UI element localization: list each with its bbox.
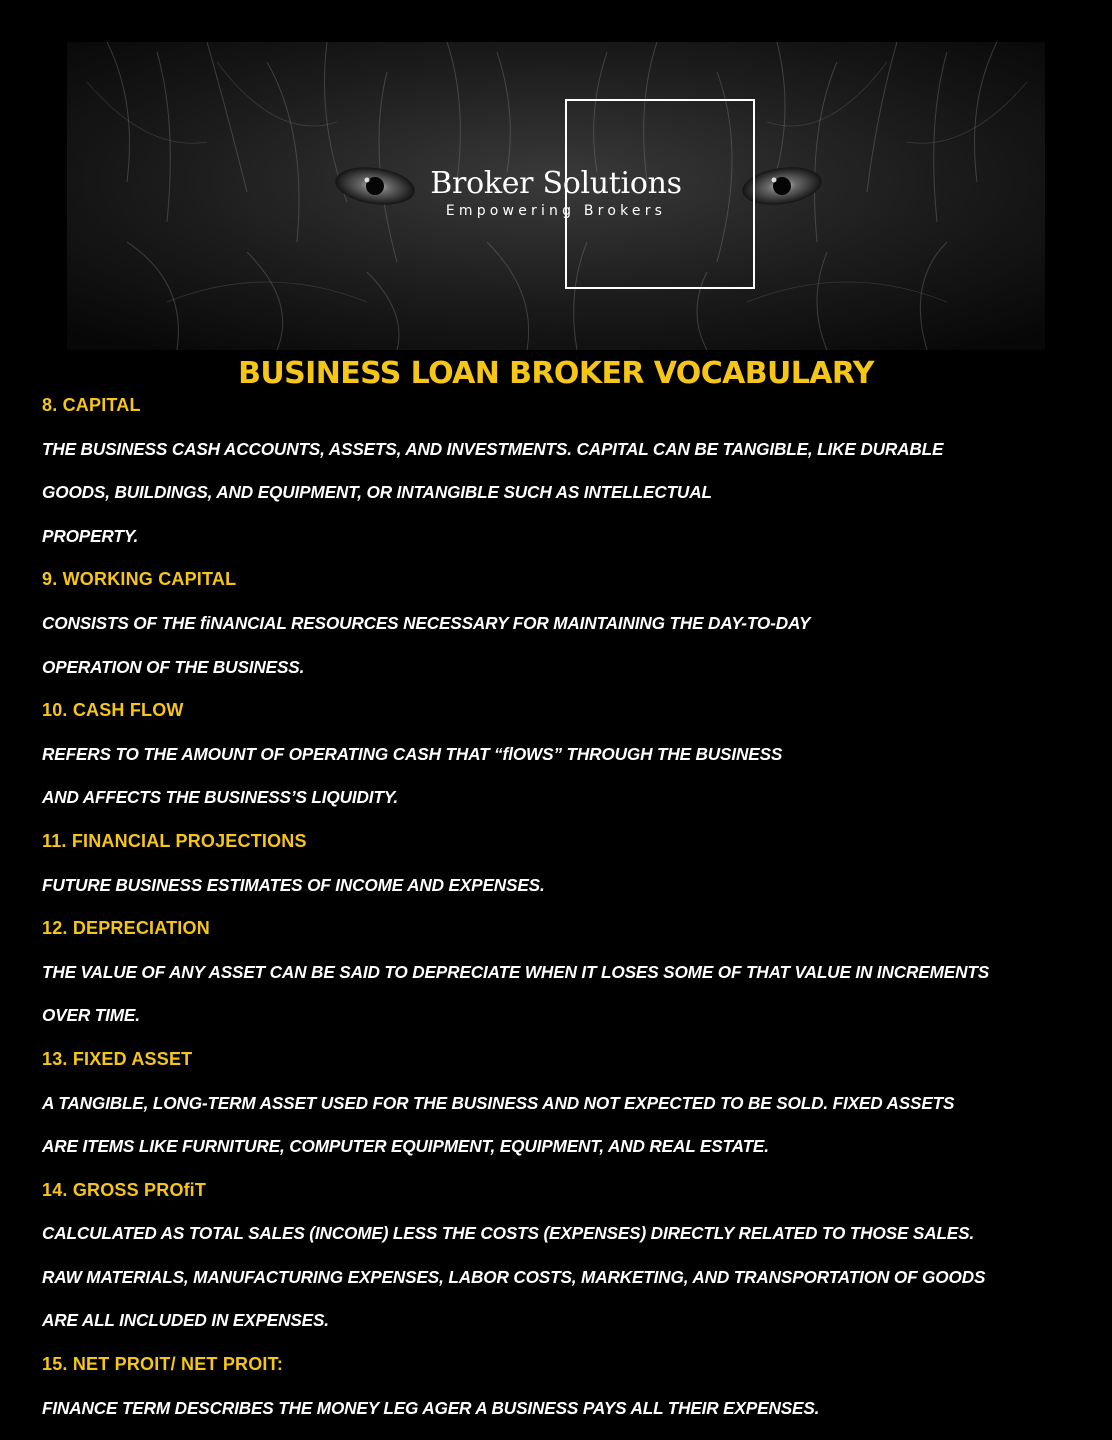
vocab-definition-line: RAW MATERIALS, MANUFACTURING EXPENSES, LABOR COSTS, MARKETING, AND TRANSPORTATION OF GOODS [42, 1266, 986, 1287]
vocab-definition-line: ARE ITEMS LIKE FURNITURE, COMPUTER EQUIPMENT, EQUIPMENT, AND REAL ESTATE. [42, 1136, 769, 1157]
vocab-definition-line: CALCULATED AS TOTAL SALES (INCOME) LESS THE COSTS (EXPENSES) DIRECTLY RELATED TO THOSE SALES. [42, 1223, 975, 1244]
brand-tagline: Empowering Brokers [445, 203, 667, 219]
vocab-definition-line: REFERS TO THE AMOUNT OF OPERATING CASH THAT “ﬂOWS” THROUGH THE BUSINESS [42, 743, 783, 764]
vocab-definition-line: ARE ALL INCLUDED IN EXPENSES. [42, 1310, 329, 1331]
vocab-definition-line: CONSISTS OF THE ﬁNANCIAL RESOURCES NECESSARY FOR MAINTAINING THE DAY-TO-DAY [42, 612, 811, 633]
vocab-term: 9. WORKING CAPITAL [42, 569, 237, 590]
vocab-definition-line: OVER TIME. [42, 1005, 140, 1026]
vocab-definition-line: THE VALUE OF ANY ASSET CAN BE SAID TO DEPRECIATE WHEN IT LOSES SOME OF THAT VALUE IN INCREMENTS [42, 961, 990, 982]
vocab-term: 11. FINANCIAL PROJECTIONS [42, 830, 307, 851]
vocab-definition-line: THE BUSINESS CASH ACCOUNTS, ASSETS, AND INVESTMENTS. CAPITAL CAN BE TANGIBLE, LIKE DURABLE [42, 438, 944, 459]
vocab-definition-line: AND AFFECTS THE BUSINESS’S LIQUIDITY. [42, 787, 399, 808]
vocab-term: 12. DEPRECIATION [42, 918, 210, 939]
brand-name: Broker Solutions [430, 166, 682, 201]
vocab-term: 14. GROSS PROﬁT [42, 1179, 207, 1200]
vocab-definition-line: FUTURE BUSINESS ESTIMATES OF INCOME AND EXPENSES. [42, 874, 545, 895]
vocab-term: 10. CASH FLOW [42, 700, 184, 721]
vocab-definition-line: GOODS, BUILDINGS, AND EQUIPMENT, OR INTANGIBLE SUCH AS INTELLECTUAL [42, 482, 712, 503]
vocab-term: 13. FIXED ASSET [42, 1048, 193, 1069]
vocab-definition-line: OPERATION OF THE BUSINESS. [42, 656, 305, 677]
vocab-definition-line: FINANCE TERM DESCRIBES THE MONEY LEG AGER A BUSINESS PAYS ALL THEIR EXPENSES. [42, 1397, 820, 1418]
vocab-definition-line: A TANGIBLE, LONG-TERM ASSET USED FOR THE BUSINESS AND NOT EXPECTED TO BE SOLD. FIXED ASSETS [42, 1092, 955, 1113]
vocab-term: 8. CAPITAL [42, 395, 141, 415]
vocabulary-list [42, 384, 1082, 1430]
page-title: BUSINESS LOAN BROKER VOCABULARY [238, 356, 874, 391]
header-banner [67, 42, 1045, 350]
vocab-definition-line: PROPERTY. [42, 525, 139, 546]
vocab-term: 15. NET PROIT/ NET PROIT: [42, 1354, 284, 1375]
